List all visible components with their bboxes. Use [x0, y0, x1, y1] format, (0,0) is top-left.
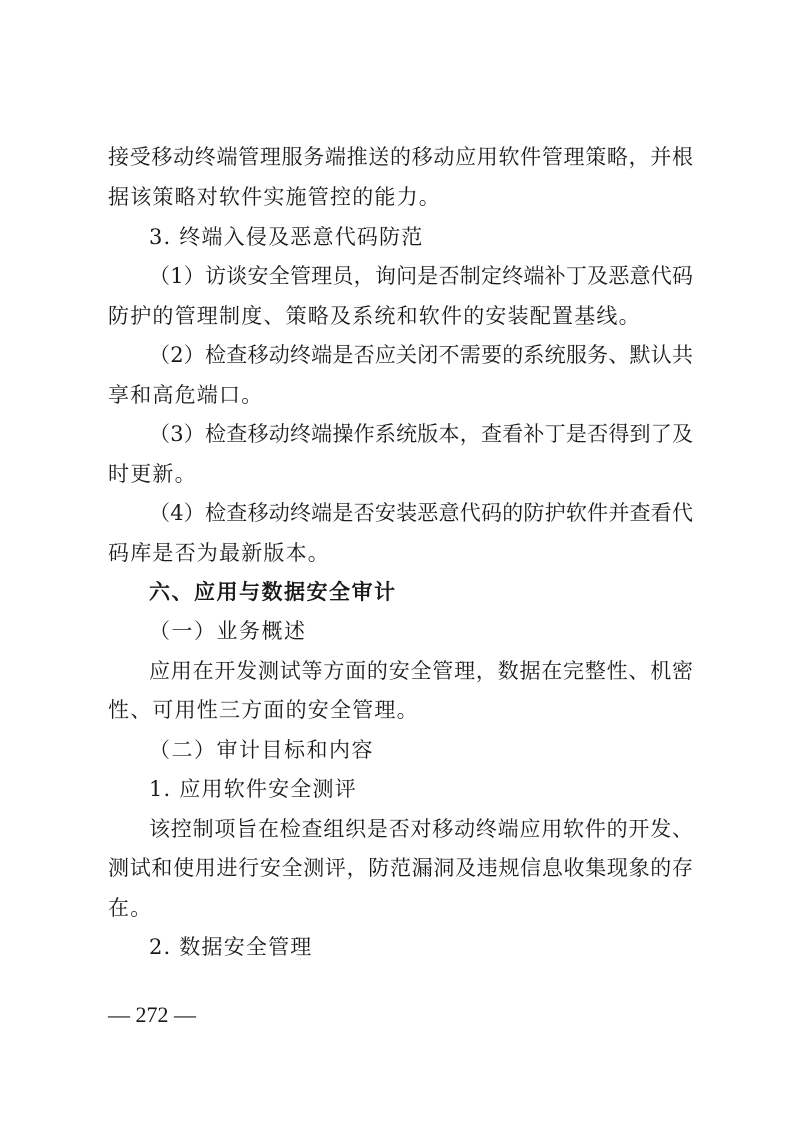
body-text-line: 性、可用性三方面的安全管理。 — [108, 698, 419, 722]
body-text-line: 应用在开发测试等方面的安全管理，数据在完整性、机密 — [149, 659, 693, 683]
body-text-line: 码库是否为最新版本。 — [108, 541, 330, 565]
body-text-line: 防护的管理制度、策略及系统和软件的安装配置基线。 — [108, 304, 641, 328]
section-item-heading: 1. 应用软件安全测评 — [149, 777, 357, 801]
body-text-line: 时更新。 — [108, 462, 197, 486]
body-text-line: （1）访谈安全管理员，询问是否制定终端补丁及恶意代码 — [149, 264, 693, 288]
page-number: — 272 — — [108, 1002, 196, 1027]
subsection-heading: （一）业务概述 — [149, 619, 307, 643]
section-item-heading: 3. 终端入侵及恶意代码防范 — [149, 225, 424, 249]
body-text-line: 据该策略对软件实施管控的能力。 — [108, 185, 441, 209]
section-heading: 六、应用与数据安全审计 — [149, 580, 397, 604]
body-text-line: 在。 — [108, 896, 153, 920]
subsection-heading: （二）审计目标和内容 — [149, 738, 374, 762]
body-text-line: 接受移动终端管理服务端推送的移动应用软件管理策略，并根 — [108, 145, 693, 169]
body-text-line: （2）检查移动终端是否应关闭不需要的系统服务、默认共 — [149, 343, 693, 367]
body-text-line: 测试和使用进行安全测评，防范漏洞及违规信息收集现象的存 — [108, 856, 693, 880]
body-text-line: 享和高危端口。 — [108, 383, 264, 407]
section-item-heading: 2. 数据安全管理 — [149, 935, 313, 959]
body-text-line: 该控制项旨在检查组织是否对移动终端应用软件的开发、 — [149, 817, 693, 841]
body-text-line: （4）检查移动终端是否安装恶意代码的防护软件并查看代 — [149, 501, 693, 525]
body-text-line: （3）检查移动终端操作系统版本，查看补丁是否得到了及 — [149, 422, 693, 446]
